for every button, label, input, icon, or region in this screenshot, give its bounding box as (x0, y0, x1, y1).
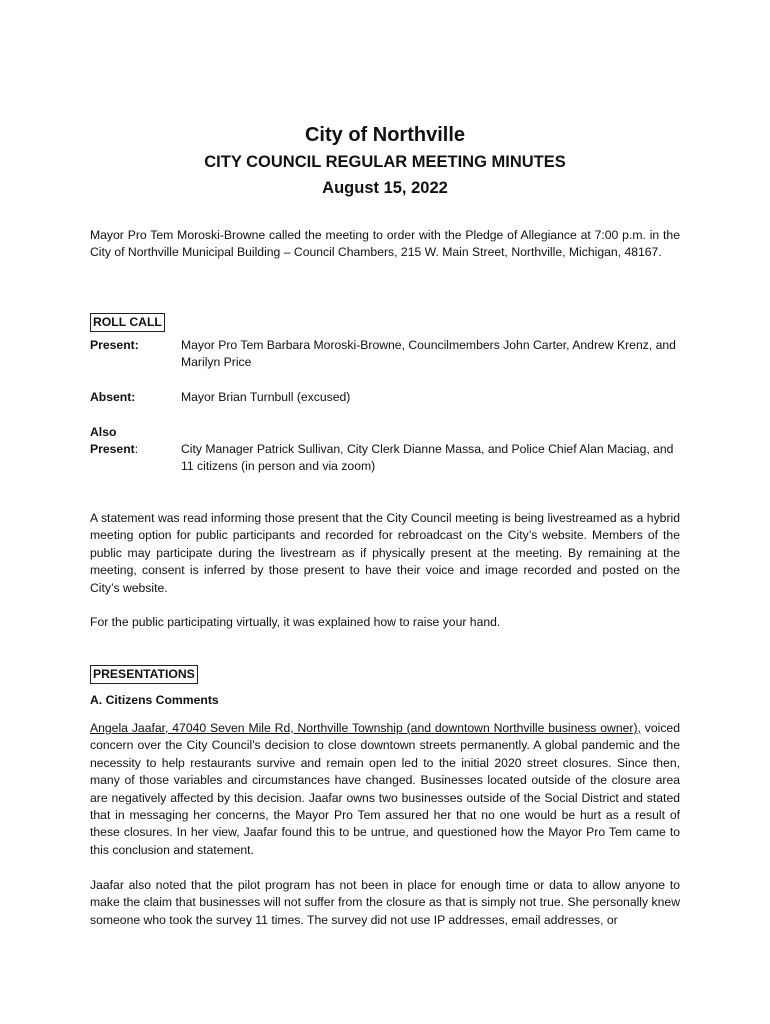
speaker-name: Angela Jaafar, 47040 Seven Mile Rd, Northville Township (and downtown Northville business owner), (90, 721, 641, 735)
roll-call-heading: ROLL CALL (90, 313, 165, 332)
presentations-heading: PRESENTATIONS (90, 665, 198, 684)
also-label-line2: Present (90, 442, 135, 457)
also-label-colon: : (134, 442, 139, 457)
citizen-comment-paragraph (90, 720, 680, 859)
present-value: Mayor Pro Tem Barbara Moroski-Browne, Councilmembers John Carter, Andrew Krenz, and Marilyn Price (181, 338, 676, 370)
absent-label: Absent: (90, 390, 136, 404)
also-present-value: City Manager Patrick Sullivan, City Clerk Dianne Massa, and Police Chief Alan Maciag, and 11 citizens (in person and via zoom) (181, 442, 674, 474)
also-label-line1: Also (90, 425, 117, 439)
document-title: CITY COUNCIL REGULAR MEETING MINUTES (204, 153, 566, 171)
absent-value: Mayor Brian Turnbull (excused) (181, 390, 351, 404)
citizens-comments-heading: A. Citizens Comments (90, 693, 219, 707)
city-name: City of Northville (304, 124, 465, 146)
speaker-comment: voiced concern over the City Council's decision to close downtown streets permanently. A global pandemic and the necessity to help restaurants survive and remain open led to the initial 2020 street closures. Since then, many of those variables and circumstances have changed. Businesses located outside of the closure area are negatively affected by this decision. Jaafar owns two businesses outside of the Social District and stated that in messaging her concerns, the Mayor Pro Tem assured her that no one would be hurt as a result of these closures. In her view, Jaafar found this to be untrue, and questioned how the Mayor Pro Tem came to this conclusion and statement. (90, 721, 680, 857)
also-present-label (90, 424, 160, 459)
virtual-note: For the public participating virtually, it was explained how to raise your hand. (90, 615, 501, 629)
intro-paragraph: Mayor Pro Tem Moroski-Browne called the meeting to order with the Pledge of Allegiance at 7:00 p.m. in the City of Northville Municipal Building – Council Chambers, 215 W. Main Street, Northville, Michigan, 48167. (90, 228, 680, 260)
present-label: Present: (90, 338, 139, 352)
livestream-statement: A statement was read informing those present that the City Council meeting is being livestreamed as a hybrid meeting option for public participants and recorded for rebroadcast on the City’s website. Members of the public may participate during the livestream as if physically present at the meeting. By remaining at the meeting, consent is inferred by those present to have their voice and image recorded and posted on the City’s website. (90, 511, 680, 595)
followup-paragraph: Jaafar also noted that the pilot program has not been in place for enough time or data to allow anyone to make the claim that businesses will not suffer from the closure as that is simply not true. She personally knew someone who took the survey 11 times. The survey did not use IP addresses, email addresses, or (90, 878, 680, 927)
meeting-date: August 15, 2022 (322, 179, 448, 197)
